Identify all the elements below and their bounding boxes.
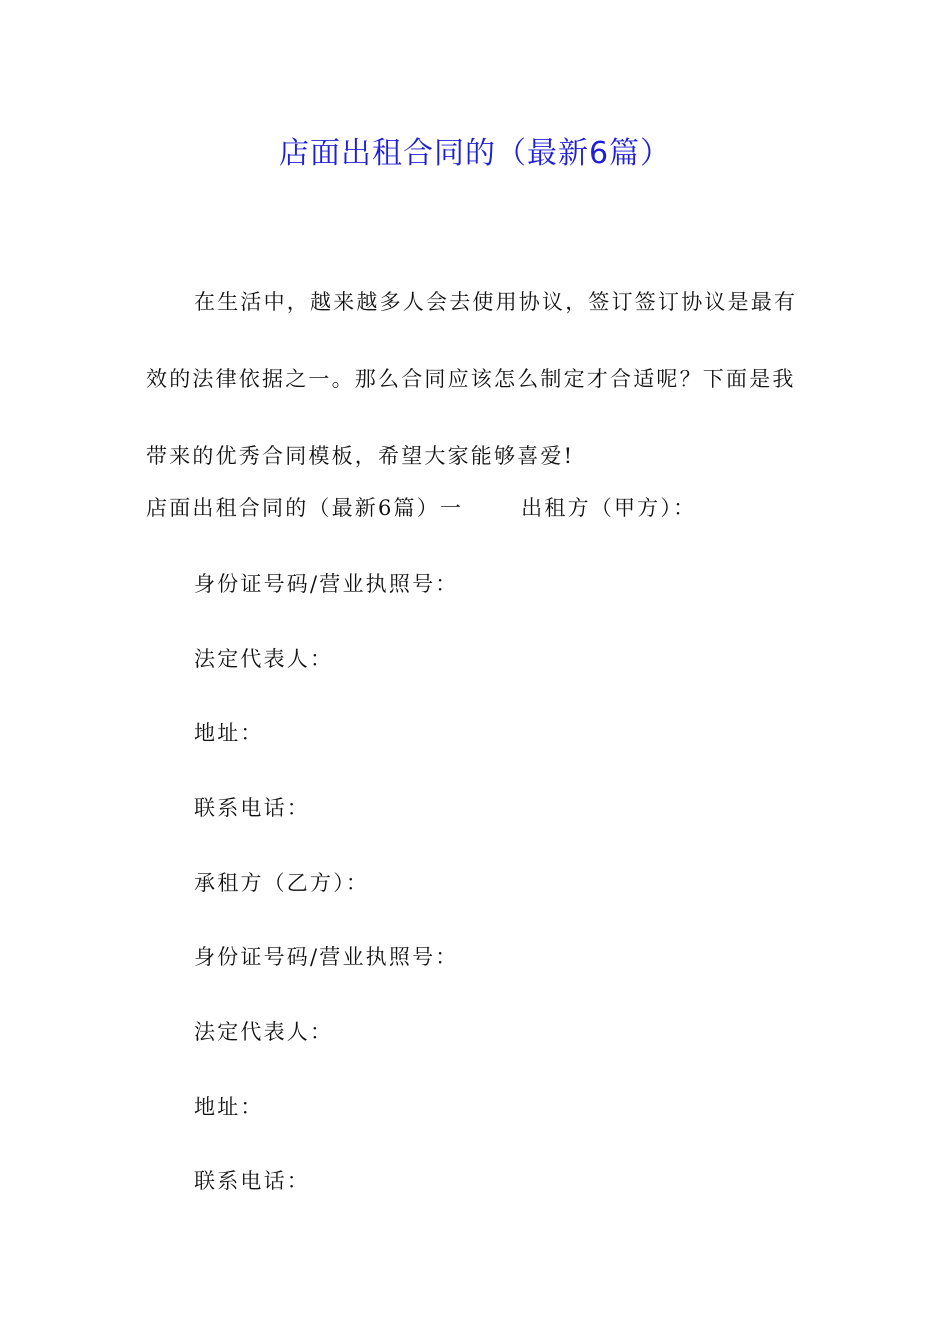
section-heading-line — [146, 490, 696, 526]
section-heading: 店面出租合同的（最新6篇）一 — [146, 496, 464, 520]
document-title: 店面出租合同的（最新6篇） — [278, 136, 672, 171]
field-lessee-address: 地址： — [194, 1095, 264, 1119]
field-lessor-phone: 联系电话： — [194, 796, 310, 820]
field-lessee-label: 承租方（乙方）： — [194, 871, 370, 895]
field-lessor-legal-representative: 法定代表人： — [194, 647, 334, 671]
field-lessee-phone: 联系电话： — [194, 1169, 310, 1193]
field-lessee-id-number: 身份证号码/营业执照号： — [194, 945, 459, 969]
field-lessor-address: 地址： — [194, 721, 264, 745]
intro-paragraph: 在生活中，越来越多人会去使用协议，签订签订协议是最有效的法律依据之一。那么合同应该怎么制定才合适呢？下面是我带来的优秀合同模板，希望大家能够喜爱! — [146, 290, 798, 468]
field-lessor-id-number: 身份证号码/营业执照号： — [194, 572, 459, 596]
lessor-label: 出租方（甲方）： — [521, 496, 697, 520]
field-lessee-legal-representative: 法定代表人： — [194, 1020, 334, 1044]
